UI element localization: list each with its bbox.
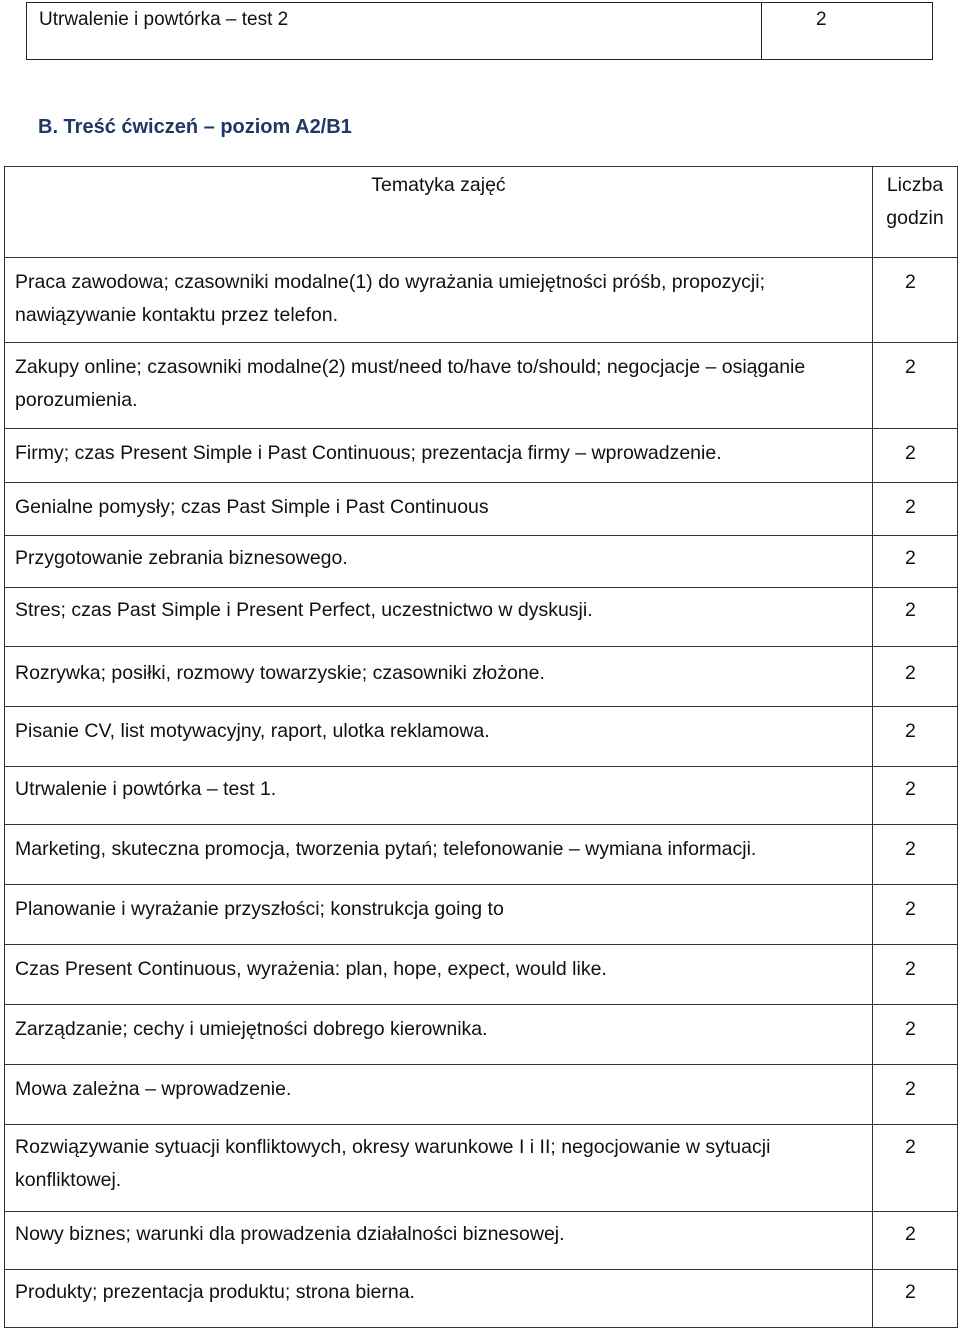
table-row xyxy=(5,945,958,1005)
header-topic: Tematyka zajęć xyxy=(5,167,873,258)
top-summary-label: Utrwalenie i powtórka – test 2 xyxy=(27,3,762,60)
table-row xyxy=(5,536,958,588)
table-row xyxy=(5,1125,958,1212)
top-summary-row xyxy=(27,3,933,60)
top-summary-hours: 2 xyxy=(762,3,933,60)
row-hours: 2 xyxy=(873,707,958,767)
table-row xyxy=(5,1212,958,1270)
header-hours: Liczba godzin xyxy=(873,167,958,258)
row-topic: Rozrywka; posiłki, rozmowy towarzyskie; czasowniki złożone. xyxy=(5,647,873,707)
row-topic: Marketing, skuteczna promocja, tworzenia pytań; telefonowanie – wymiana informacji. xyxy=(5,825,873,885)
row-topic: Praca zawodowa; czasowniki modalne(1) do wyrażania umiejętności próśb, propozycji; nawiązywanie kontaktu przez telefon. xyxy=(5,258,873,343)
row-topic: Utrwalenie i powtórka – test 1. xyxy=(5,767,873,825)
row-topic: Czas Present Continuous, wyrażenia: plan, hope, expect, would like. xyxy=(5,945,873,1005)
row-hours: 2 xyxy=(873,258,958,343)
row-hours: 2 xyxy=(873,1125,958,1212)
table-row xyxy=(5,1270,958,1328)
table-row xyxy=(5,429,958,483)
row-hours: 2 xyxy=(873,945,958,1005)
table-row xyxy=(5,258,958,343)
row-topic: Planowanie i wyrażanie przyszłości; konstrukcja going to xyxy=(5,885,873,945)
table-row xyxy=(5,885,958,945)
row-hours: 2 xyxy=(873,1212,958,1270)
table-row xyxy=(5,767,958,825)
table-header-row xyxy=(5,167,958,258)
row-topic: Genialne pomysły; czas Past Simple i Past Continuous xyxy=(5,483,873,536)
row-topic: Nowy biznes; warunki dla prowadzenia działalności biznesowej. xyxy=(5,1212,873,1270)
table-body xyxy=(5,258,958,1328)
row-topic: Pisanie CV, list motywacyjny, raport, ulotka reklamowa. xyxy=(5,707,873,767)
row-hours: 2 xyxy=(873,1065,958,1125)
row-topic: Produkty; prezentacja produktu; strona bierna. xyxy=(5,1270,873,1328)
row-hours: 2 xyxy=(873,767,958,825)
table-row xyxy=(5,707,958,767)
course-topics-table xyxy=(4,166,958,1328)
table-row xyxy=(5,1005,958,1065)
table-row xyxy=(5,1065,958,1125)
table-row xyxy=(5,483,958,536)
row-topic: Mowa zależna – wprowadzenie. xyxy=(5,1065,873,1125)
row-hours: 2 xyxy=(873,1270,958,1328)
row-topic: Przygotowanie zebrania biznesowego. xyxy=(5,536,873,588)
row-topic: Zarządzanie; cechy i umiejętności dobrego kierownika. xyxy=(5,1005,873,1065)
row-topic: Stres; czas Past Simple i Present Perfect, uczestnictwo w dyskusji. xyxy=(5,588,873,647)
row-hours: 2 xyxy=(873,825,958,885)
row-topic: Rozwiązywanie sytuacji konfliktowych, okresy warunkowe I i II; negocjowanie w sytuacji konfliktowej. xyxy=(5,1125,873,1212)
top-summary-table xyxy=(26,2,933,60)
row-hours: 2 xyxy=(873,588,958,647)
row-hours: 2 xyxy=(873,343,958,429)
section-heading: B. Treść ćwiczeń – poziom A2/B1 xyxy=(38,116,352,138)
row-topic: Zakupy online; czasowniki modalne(2) must/need to/have to/should; negocjacje – osiąganie porozumienia. xyxy=(5,343,873,429)
row-hours: 2 xyxy=(873,536,958,588)
table-row xyxy=(5,588,958,647)
row-hours: 2 xyxy=(873,483,958,536)
row-hours: 2 xyxy=(873,1005,958,1065)
row-hours: 2 xyxy=(873,885,958,945)
table-row xyxy=(5,343,958,429)
table-row xyxy=(5,647,958,707)
table-row xyxy=(5,825,958,885)
row-hours: 2 xyxy=(873,429,958,483)
row-topic: Firmy; czas Present Simple i Past Continuous; prezentacja firmy – wprowadzenie. xyxy=(5,429,873,483)
row-hours: 2 xyxy=(873,647,958,707)
